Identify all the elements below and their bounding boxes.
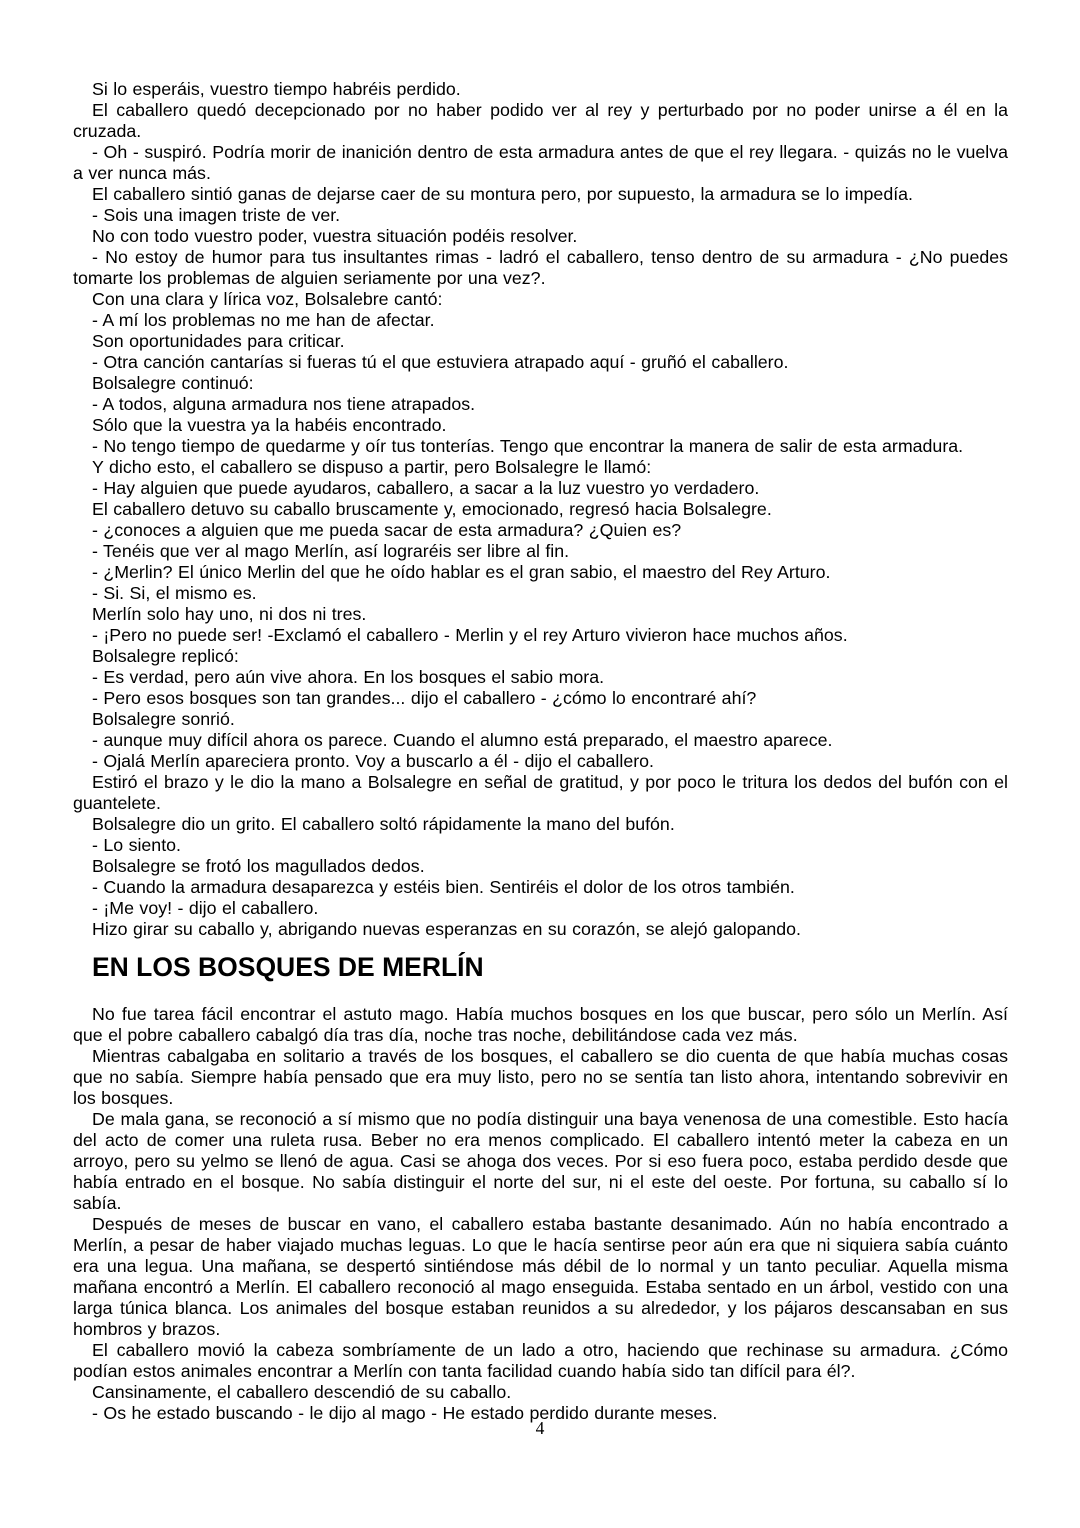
- paragraph: Cansinamente, el caballero descendió de su caballo.: [92, 1382, 512, 1402]
- paragraph: - ¡Me voy! - dijo el caballero.: [92, 898, 319, 918]
- paragraph: Bolsalegre replicó:: [92, 646, 239, 666]
- paragraph: - Sois una imagen triste de ver.: [92, 205, 341, 225]
- paragraph: De mala gana, se reconoció a sí mismo que no podía distinguir una baya venenosa de una comestible. Esto hacía del acto de comer una ruleta rusa. Beber no era menos complicado. El caballero intentó meter la cabeza en un arroyo, pero su yelmo se llenó de agua. Casi se ahoga dos veces. Por si eso fuera poco, estaba perdido desde que había entrado en el bosque. No sabía distinguir el norte del sur, ni el este del oeste. Por fortuna, su caballo sí lo sabía.: [73, 1109, 1008, 1213]
- paragraph: - Ojalá Merlín apareciera pronto. Voy a buscarlo a él - dijo el caballero.: [92, 751, 654, 771]
- paragraph: Bolsalegre continuó:: [92, 373, 254, 393]
- paragraph: Son oportunidades para criticar.: [92, 331, 345, 351]
- paragraph: - Cuando la armadura desaparezca y estéis bien. Sentiréis el dolor de los otros también.: [92, 877, 795, 897]
- paragraph: - A mí los problemas no me han de afectar.: [92, 310, 435, 330]
- paragraph: - ¿conoces a alguien que me pueda sacar de esta armadura? ¿Quien es?: [92, 520, 682, 540]
- paragraph: Bolsalegre dio un grito. El caballero soltó rápidamente la mano del bufón.: [92, 814, 675, 834]
- paragraph: Con una clara y lírica voz, Bolsalebre cantó:: [92, 289, 443, 309]
- paragraph: Después de meses de buscar en vano, el caballero estaba bastante desanimado. Aún no había encontrado a Merlín, a pesar de haber viajado muchas leguas. Lo que le hacía sentirse peor aún era que ni siquiera sabía cuánto era una legua. Una mañana, se despertó sintiéndose más débil de lo normal y un tanto peculiar. Aquella misma mañana encontró a Merlín. El caballero reconoció al mago enseguida. Estaba sentado en un árbol, vestido con una larga túnica blanca. Los animales del bosque estaban reunidos a su alrededor, y los pájaros descansaban en sus hombros y brazos.: [73, 1214, 1008, 1339]
- page-number: 4: [535, 1418, 545, 1438]
- paragraph: - Es verdad, pero aún vive ahora. En los bosques el sabio mora.: [92, 667, 605, 687]
- paragraph: - aunque muy difícil ahora os parece. Cuando el alumno está preparado, el maestro aparece.: [92, 730, 833, 750]
- paragraph: Estiró el brazo y le dio la mano a Bolsalegre en señal de gratitud, y por poco le tritura los dedos del bufón con el guantelete.: [73, 772, 1008, 813]
- paragraph: Si lo esperáis, vuestro tiempo habréis perdido.: [92, 79, 461, 99]
- paragraph: - Os he estado buscando - le dijo al mago - He estado perdido durante meses.: [92, 1403, 718, 1423]
- paragraph: - Lo siento.: [92, 835, 181, 855]
- story-section-1: [73, 79, 1008, 940]
- paragraph: - No estoy de humor para tus insultantes rimas - ladró el caballero, tenso dentro de su armadura - ¿No puedes tomarte los problemas de alguien seriamente por una vez?.: [73, 247, 1008, 288]
- paragraph: - Hay alguien que puede ayudaros, caballero, a sacar a la luz vuestro yo verdadero.: [92, 478, 760, 498]
- paragraph: - A todos, alguna armadura nos tiene atrapados.: [92, 394, 476, 414]
- paragraph: Sólo que la vuestra ya la habéis encontrado.: [92, 415, 447, 435]
- paragraph: El caballero movió la cabeza sombríamente de un lado a otro, haciendo que rechinase su armadura. ¿Cómo podían estos animales encontrar a Merlín con tanta facilidad cuando había sido tan difícil para él?.: [73, 1340, 1008, 1381]
- paragraph: Bolsalegre sonrió.: [92, 709, 235, 729]
- paragraph: Mientras cabalgaba en solitario a través de los bosques, el caballero se dio cuenta de que había muchas cosas que no sabía. Siempre había pensado que era muy listo, pero no se sentía tan listo ahora, intentando sobrevivir en los bosques.: [73, 1046, 1008, 1108]
- paragraph: Hizo girar su caballo y, abrigando nuevas esperanzas en su corazón, se alejó galopando.: [92, 919, 801, 939]
- paragraph: - No tengo tiempo de quedarme y oír tus tonterías. Tengo que encontrar la manera de salir de esta armadura.: [92, 436, 964, 456]
- paragraph: Bolsalegre se frotó los magullados dedos.: [92, 856, 425, 876]
- paragraph: Merlín solo hay uno, ni dos ni tres.: [92, 604, 367, 624]
- paragraph: - Otra canción cantarías si fueras tú el que estuviera atrapado aquí - gruñó el caballero.: [92, 352, 789, 372]
- paragraph: No fue tarea fácil encontrar el astuto mago. Había muchos bosques en los que buscar, pero sólo un Merlín. Así que el pobre caballero cabalgó día tras día, noche tras noche, debilitándose cada vez más.: [73, 1004, 1008, 1045]
- paragraph: El caballero quedó decepcionado por no haber podido ver al rey y perturbado por no poder unirse a él en la cruzada.: [73, 100, 1008, 141]
- paragraph: Y dicho esto, el caballero se dispuso a partir, pero Bolsalegre le llamó:: [92, 457, 652, 477]
- paragraph: El caballero detuvo su caballo bruscamente y, emocionado, regresó hacia Bolsalegre.: [92, 499, 772, 519]
- section-heading: EN LOS BOSQUES DE MERLÍN: [92, 952, 484, 982]
- page-content: [73, 79, 1008, 1424]
- paragraph: - Oh - suspiró. Podría morir de inanición dentro de esta armadura antes de que el rey llegara. - quizás no le vuelva a ver nunca más.: [73, 142, 1008, 183]
- paragraph: No con todo vuestro poder, vuestra situación podéis resolver.: [92, 226, 578, 246]
- paragraph: - Pero esos bosques son tan grandes... dijo el caballero - ¿cómo lo encontraré ahí?: [92, 688, 757, 708]
- paragraph: - Si. Si, el mismo es.: [92, 583, 257, 603]
- paragraph: - ¿Merlin? El único Merlin del que he oído hablar es el gran sabio, el maestro del Rey Arturo.: [92, 562, 831, 582]
- paragraph: - ¡Pero no puede ser! -Exclamó el caballero - Merlin y el rey Arturo vivieron hace muchos años.: [92, 625, 848, 645]
- paragraph: - Tenéis que ver al mago Merlín, así lograréis ser libre al fin.: [92, 541, 570, 561]
- story-section-2: [73, 1004, 1008, 1424]
- paragraph: El caballero sintió ganas de dejarse caer de su montura pero, por supuesto, la armadura se lo impedía.: [92, 184, 913, 204]
